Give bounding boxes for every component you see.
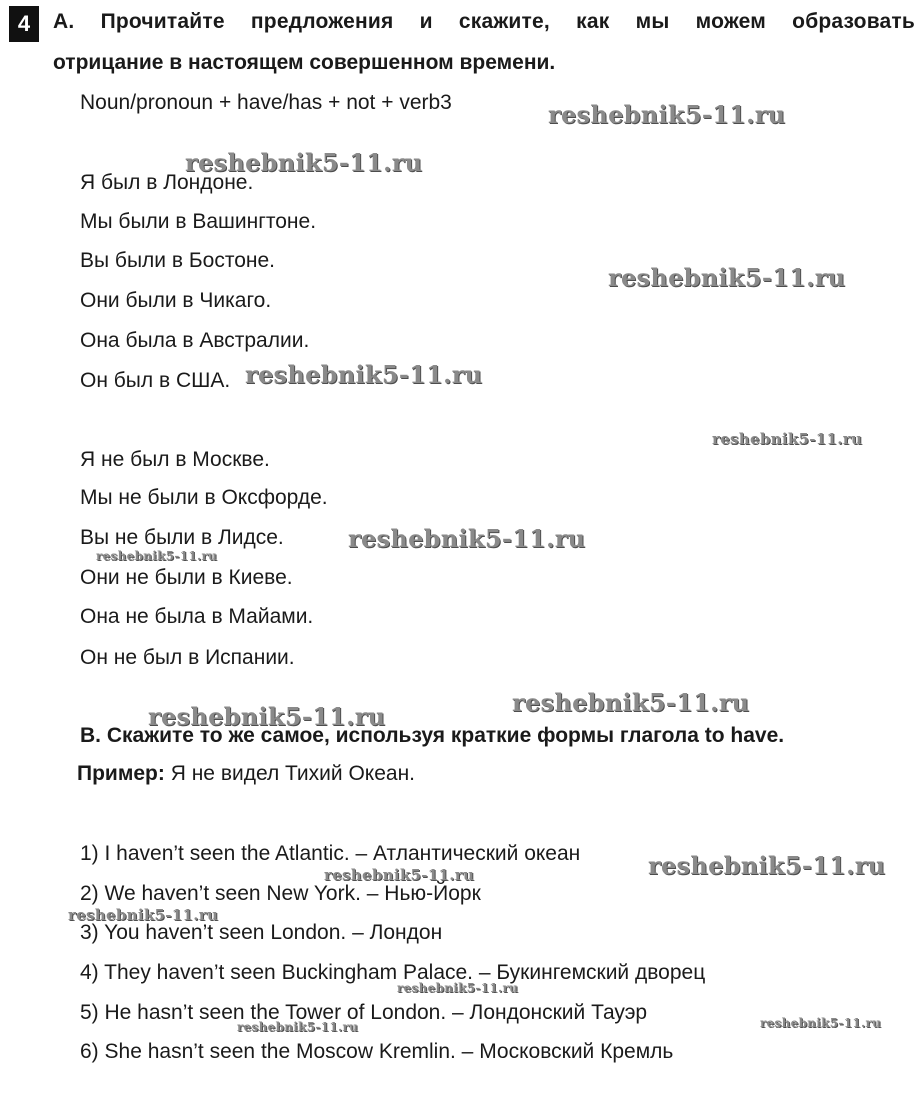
watermark: reshebnik5-11.ru bbox=[512, 688, 750, 717]
exercise-number-badge: 4 bbox=[9, 6, 39, 42]
affirmative-sentence: Мы были в Вашингтоне. bbox=[80, 210, 317, 233]
answer-line: 5) He hasn’t seen the Tower of London. – Лондонский Тауэр bbox=[80, 1001, 648, 1024]
answer-line: 3) You haven’t seen London. – Лондон bbox=[80, 921, 443, 944]
negative-sentence: Мы не были в Оксфорде. bbox=[80, 486, 328, 509]
answer-line: 1) I haven’t seen the Atlantic. – Атлантический океан bbox=[80, 842, 581, 865]
affirmative-sentence: Вы были в Бостоне. bbox=[80, 249, 275, 272]
watermark: reshebnik5-11.ru bbox=[548, 100, 786, 129]
watermark: reshebnik5-11.ru bbox=[608, 263, 846, 292]
watermark: reshebnik5-11.ru bbox=[397, 981, 519, 995]
formula: Noun/pronoun + have/has + not + verb3 bbox=[80, 91, 452, 114]
negative-sentence: Вы не были в Лидсе. bbox=[80, 526, 284, 549]
affirmative-sentence: Я был в Лондоне. bbox=[80, 171, 254, 194]
negative-sentence: Она не была в Майами. bbox=[80, 605, 314, 628]
watermark: reshebnik5-11.ru bbox=[324, 866, 475, 884]
watermark: reshebnik5-11.ru bbox=[237, 1020, 359, 1034]
affirmative-sentence: Он был в США. bbox=[80, 369, 231, 392]
watermark: reshebnik5-11.ru bbox=[760, 1016, 882, 1030]
watermark: reshebnik5-11.ru bbox=[348, 524, 586, 553]
answer-line: 4) They haven’t seen Buckingham Palace. – Букингемский дворец bbox=[80, 961, 706, 984]
affirmative-sentence: Они были в Чикаго. bbox=[80, 289, 272, 312]
watermark: reshebnik5-11.ru bbox=[245, 360, 483, 389]
task-a-heading-line1: А. Прочитайте предложения и скажите, как мы можем образовать bbox=[53, 10, 915, 33]
example-label: Пример: bbox=[77, 762, 165, 785]
task-a-heading-line2: отрицание в настоящем совершенном времени. bbox=[53, 51, 556, 74]
watermark: reshebnik5-11.ru bbox=[96, 549, 218, 563]
example-text: Я не видел Тихий Океан. bbox=[164, 762, 416, 785]
watermark: reshebnik5-11.ru bbox=[648, 851, 886, 880]
watermark: reshebnik5-11.ru bbox=[185, 148, 423, 177]
answer-line: 2) We haven’t seen New York. – Нью-Йорк bbox=[80, 882, 481, 905]
example-line bbox=[77, 762, 415, 786]
answer-line: 6) She hasn’t seen the Moscow Kremlin. – Московский Кремль bbox=[80, 1040, 674, 1063]
task-b-heading: B. Скажите то же самое, используя краткие формы глагола to have. bbox=[80, 724, 785, 747]
negative-sentence: Я не был в Москве. bbox=[80, 448, 270, 471]
watermark: reshebnik5-11.ru bbox=[712, 430, 863, 448]
watermark: reshebnik5-11.ru bbox=[148, 702, 386, 731]
watermark: reshebnik5-11.ru bbox=[68, 906, 219, 924]
negative-sentence: Они не были в Киеве. bbox=[80, 566, 293, 589]
affirmative-sentence: Она была в Австралии. bbox=[80, 329, 310, 352]
negative-sentence: Он не был в Испании. bbox=[80, 646, 295, 669]
